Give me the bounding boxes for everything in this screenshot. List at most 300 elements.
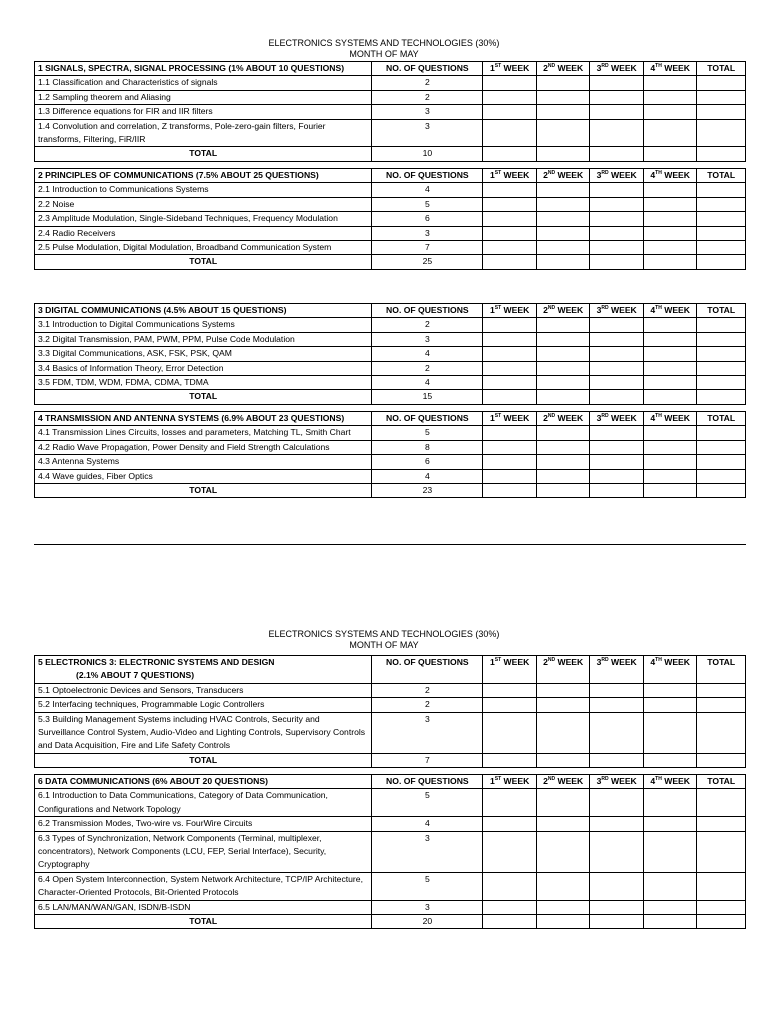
total-column-header: TOTAL	[697, 62, 746, 76]
topic-cell: 6.4 Open System Interconnection, System Network Architecture, TCP/IP Architecture, Character-Oriented Protocols, Bit-Oriented Protocols	[35, 872, 372, 900]
section-total-row	[35, 484, 746, 498]
week-number: 3	[596, 63, 602, 73]
question-count-cell: 2	[372, 683, 483, 697]
total-label-cell: TOTAL	[35, 390, 372, 404]
topic-cell: 1.1 Classification and Characteristics of signals	[35, 76, 372, 90]
week-ordinal-suffix: TH	[655, 413, 662, 420]
section-title	[35, 62, 372, 76]
total-column-header: TOTAL	[697, 775, 746, 789]
question-count-cell: 6	[372, 455, 483, 469]
week-number: 2	[543, 776, 548, 786]
week-label: WEEK	[608, 305, 637, 315]
week-2-cell	[536, 712, 590, 753]
question-count-cell: 5	[372, 426, 483, 440]
question-count-cell: 8	[372, 440, 483, 454]
week-4-column-header	[643, 169, 697, 183]
week-label: WEEK	[661, 776, 690, 786]
week-3-cell	[590, 318, 644, 332]
question-count-cell: 3	[372, 712, 483, 753]
week-1-column-header	[483, 656, 537, 684]
week-4-cell	[643, 426, 697, 440]
week-ordinal-suffix: ND	[547, 657, 556, 664]
row-total-cell	[697, 212, 746, 226]
week-number: 2	[543, 170, 548, 180]
section-title	[35, 775, 372, 789]
question-count-cell: 3	[372, 226, 483, 240]
topic-cell: 6.3 Types of Synchronization, Network Components (Terminal, multiplexer, concentrators), Network Components (LCU, FEP, Serial Interface), Security, Cryptography	[35, 831, 372, 872]
week-3-cell	[590, 226, 644, 240]
week-number: 1	[489, 776, 495, 786]
week-3-cell	[590, 440, 644, 454]
topic-row	[35, 455, 746, 469]
section-table-5	[34, 655, 746, 768]
week-label: WEEK	[608, 413, 637, 423]
section-header-row	[35, 62, 746, 76]
week-2-cell	[536, 332, 590, 346]
week-3-column-header	[590, 169, 644, 183]
week-2-cell	[536, 683, 590, 697]
question-count-cell: 3	[372, 119, 483, 147]
week-4-column-header	[643, 775, 697, 789]
week-2-total-cell	[536, 255, 590, 269]
week-number: 3	[596, 657, 602, 667]
week-3-cell	[590, 712, 644, 753]
week-number: 2	[543, 657, 548, 667]
week-1-total-cell	[483, 753, 537, 767]
week-4-cell	[643, 455, 697, 469]
week-3-cell	[590, 831, 644, 872]
question-count-cell: 7	[372, 241, 483, 255]
week-1-cell	[483, 241, 537, 255]
page-subtitle: MONTH OF MAY	[349, 640, 419, 650]
week-3-cell	[590, 698, 644, 712]
row-total-cell	[697, 469, 746, 483]
week-label: WEEK	[555, 63, 584, 73]
section-header-row	[35, 169, 746, 183]
week-1-cell	[483, 347, 537, 361]
total-questions-cell: 15	[372, 390, 483, 404]
week-label: WEEK	[555, 170, 584, 180]
week-2-cell	[536, 105, 590, 119]
week-2-total-cell	[536, 147, 590, 161]
week-3-cell	[590, 119, 644, 147]
section-total-row	[35, 915, 746, 929]
week-number: 3	[596, 305, 602, 315]
topic-row	[35, 226, 746, 240]
week-1-total-cell	[483, 484, 537, 498]
week-3-cell	[590, 900, 644, 914]
week-1-cell	[483, 789, 537, 817]
question-count-cell: 3	[372, 831, 483, 872]
topic-cell: 2.2 Noise	[35, 197, 372, 211]
week-4-total-cell	[643, 390, 697, 404]
week-1-total-cell	[483, 255, 537, 269]
section-title	[35, 304, 372, 318]
topic-cell: 5.2 Interfacing techniques, Programmable Logic Controllers	[35, 698, 372, 712]
week-4-cell	[643, 90, 697, 104]
week-4-cell	[643, 183, 697, 197]
week-3-cell	[590, 197, 644, 211]
topic-row	[35, 426, 746, 440]
row-total-cell	[697, 426, 746, 440]
section-title-text: 1 SIGNALS, SPECTRA, SIGNAL PROCESSING (1% ABOUT 10 QUESTIONS)	[38, 63, 345, 73]
week-label: WEEK	[555, 776, 584, 786]
week-label: WEEK	[501, 305, 530, 315]
section-header-row	[35, 412, 746, 426]
week-2-cell	[536, 318, 590, 332]
week-label: WEEK	[555, 413, 584, 423]
week-4-column-header	[643, 656, 697, 684]
week-3-cell	[590, 332, 644, 346]
row-total-cell	[697, 90, 746, 104]
week-label: WEEK	[555, 657, 584, 667]
week-ordinal-suffix: ST	[494, 170, 502, 177]
week-3-total-cell	[590, 753, 644, 767]
total-label-cell: TOTAL	[35, 915, 372, 929]
section-header-row	[35, 656, 746, 684]
row-total-cell	[697, 76, 746, 90]
week-label: WEEK	[608, 63, 637, 73]
week-1-cell	[483, 455, 537, 469]
topic-row	[35, 900, 746, 914]
week-1-cell	[483, 105, 537, 119]
week-4-cell	[643, 318, 697, 332]
page-subtitle: MONTH OF MAY	[349, 49, 419, 59]
question-count-cell: 3	[372, 900, 483, 914]
week-3-total-cell	[590, 484, 644, 498]
week-ordinal-suffix: ND	[547, 170, 556, 177]
topic-row	[35, 241, 746, 255]
topic-row	[35, 361, 746, 375]
topic-cell: 1.3 Difference equations for FIR and IIR filters	[35, 105, 372, 119]
week-4-cell	[643, 789, 697, 817]
week-3-total-cell	[590, 255, 644, 269]
week-label: WEEK	[661, 170, 690, 180]
topic-row	[35, 212, 746, 226]
row-total-cell	[697, 712, 746, 753]
week-ordinal-suffix: ST	[494, 63, 502, 70]
week-2-cell	[536, 831, 590, 872]
week-4-column-header	[643, 412, 697, 426]
total-label-cell: TOTAL	[35, 255, 372, 269]
page-header-1	[0, 38, 768, 60]
week-4-cell	[643, 817, 697, 831]
week-3-cell	[590, 241, 644, 255]
week-2-column-header	[536, 656, 590, 684]
week-4-cell	[643, 347, 697, 361]
question-count-cell: 6	[372, 212, 483, 226]
week-3-cell	[590, 455, 644, 469]
total-questions-cell: 20	[372, 915, 483, 929]
week-number: 1	[489, 657, 495, 667]
week-3-cell	[590, 683, 644, 697]
week-number: 1	[489, 413, 495, 423]
week-4-column-header	[643, 62, 697, 76]
week-2-cell	[536, 347, 590, 361]
topic-cell: 5.1 Optoelectronic Devices and Sensors, Transducers	[35, 683, 372, 697]
total-questions-cell: 23	[372, 484, 483, 498]
week-4-total-cell	[643, 484, 697, 498]
week-4-cell	[643, 900, 697, 914]
topic-cell: 4.4 Wave guides, Fiber Optics	[35, 469, 372, 483]
topic-cell: 2.3 Amplitude Modulation, Single-Sideband Techniques, Frequency Modulation	[35, 212, 372, 226]
week-4-cell	[643, 698, 697, 712]
week-label: WEEK	[501, 63, 530, 73]
week-number: 4	[650, 305, 656, 315]
total-questions-cell: 10	[372, 147, 483, 161]
week-ordinal-suffix: ST	[494, 657, 502, 664]
week-number: 2	[543, 63, 548, 73]
page-title: ELECTRONICS SYSTEMS AND TECHNOLOGIES (30%)	[268, 38, 500, 48]
topic-cell: 2.1 Introduction to Communications Systems	[35, 183, 372, 197]
week-1-cell	[483, 440, 537, 454]
row-total-cell	[697, 683, 746, 697]
section-total-row	[35, 255, 746, 269]
week-2-cell	[536, 376, 590, 390]
week-ordinal-suffix: RD	[601, 170, 609, 177]
week-ordinal-suffix: ST	[494, 413, 502, 420]
week-3-column-header	[590, 656, 644, 684]
week-1-cell	[483, 119, 537, 147]
grand-total-cell	[697, 147, 746, 161]
week-1-cell	[483, 817, 537, 831]
topic-row	[35, 789, 746, 817]
week-3-cell	[590, 76, 644, 90]
topic-row	[35, 105, 746, 119]
week-2-cell	[536, 241, 590, 255]
week-1-cell	[483, 361, 537, 375]
week-label: WEEK	[661, 305, 690, 315]
topic-row	[35, 119, 746, 147]
question-count-cell: 3	[372, 332, 483, 346]
week-number: 1	[489, 63, 495, 73]
topic-row	[35, 872, 746, 900]
topic-cell: 4.3 Antenna Systems	[35, 455, 372, 469]
topic-row	[35, 90, 746, 104]
week-3-column-header	[590, 775, 644, 789]
week-label: WEEK	[501, 657, 530, 667]
row-total-cell	[697, 197, 746, 211]
week-1-cell	[483, 872, 537, 900]
week-2-cell	[536, 212, 590, 226]
topic-row	[35, 683, 746, 697]
week-1-cell	[483, 426, 537, 440]
question-count-cell: 4	[372, 347, 483, 361]
week-1-cell	[483, 900, 537, 914]
question-count-cell: 2	[372, 318, 483, 332]
total-questions-cell: 7	[372, 753, 483, 767]
week-label: WEEK	[661, 63, 690, 73]
week-number: 3	[596, 776, 602, 786]
week-1-cell	[483, 183, 537, 197]
week-2-cell	[536, 90, 590, 104]
week-ordinal-suffix: ST	[494, 776, 502, 783]
week-ordinal-suffix: TH	[655, 170, 662, 177]
week-number: 2	[543, 413, 548, 423]
section-title-text: 5 ELECTRONICS 3: ELECTRONIC SYSTEMS AND DESIGN	[38, 657, 275, 667]
topic-row	[35, 347, 746, 361]
total-label-cell: TOTAL	[35, 753, 372, 767]
questions-column-header: NO. OF QUESTIONS	[372, 775, 483, 789]
row-total-cell	[697, 332, 746, 346]
section-table-4	[34, 411, 746, 498]
week-4-cell	[643, 683, 697, 697]
question-count-cell: 3	[372, 105, 483, 119]
week-4-cell	[643, 361, 697, 375]
week-2-column-header	[536, 412, 590, 426]
week-2-cell	[536, 361, 590, 375]
week-ordinal-suffix: RD	[601, 776, 609, 783]
week-3-column-header	[590, 62, 644, 76]
row-total-cell	[697, 105, 746, 119]
week-label: WEEK	[555, 305, 584, 315]
week-2-cell	[536, 197, 590, 211]
week-2-cell	[536, 426, 590, 440]
week-2-cell	[536, 698, 590, 712]
topic-row	[35, 817, 746, 831]
topic-cell: 3.5 FDM, TDM, WDM, FDMA, CDMA, TDMA	[35, 376, 372, 390]
week-3-total-cell	[590, 915, 644, 929]
week-number: 3	[596, 413, 602, 423]
week-1-cell	[483, 197, 537, 211]
topic-row	[35, 469, 746, 483]
question-count-cell: 4	[372, 817, 483, 831]
questions-column-header: NO. OF QUESTIONS	[372, 412, 483, 426]
week-ordinal-suffix: TH	[655, 305, 662, 312]
week-1-cell	[483, 831, 537, 872]
week-2-column-header	[536, 169, 590, 183]
question-count-cell: 5	[372, 789, 483, 817]
section-total-row	[35, 753, 746, 767]
week-2-cell	[536, 455, 590, 469]
row-total-cell	[697, 872, 746, 900]
section-title-text: 4 TRANSMISSION AND ANTENNA SYSTEMS (6.9% ABOUT 23 QUESTIONS)	[38, 413, 345, 423]
week-2-cell	[536, 440, 590, 454]
topic-cell: 6.1 Introduction to Data Communications, Category of Data Communication, Configurations and Network Topology	[35, 789, 372, 817]
row-total-cell	[697, 455, 746, 469]
total-questions-cell: 25	[372, 255, 483, 269]
row-total-cell	[697, 900, 746, 914]
week-1-total-cell	[483, 147, 537, 161]
week-number: 4	[650, 63, 656, 73]
row-total-cell	[697, 817, 746, 831]
row-total-cell	[697, 241, 746, 255]
total-column-header: TOTAL	[697, 656, 746, 684]
week-1-cell	[483, 90, 537, 104]
grand-total-cell	[697, 753, 746, 767]
section-total-row	[35, 390, 746, 404]
week-4-total-cell	[643, 915, 697, 929]
week-2-total-cell	[536, 915, 590, 929]
week-4-total-cell	[643, 753, 697, 767]
week-3-cell	[590, 105, 644, 119]
topic-cell: 4.1 Transmission Lines Circuits, losses and parameters, Matching TL, Smith Chart	[35, 426, 372, 440]
question-count-cell: 5	[372, 197, 483, 211]
week-3-total-cell	[590, 390, 644, 404]
row-total-cell	[697, 831, 746, 872]
week-label: WEEK	[501, 170, 530, 180]
week-4-cell	[643, 469, 697, 483]
week-3-cell	[590, 789, 644, 817]
week-4-total-cell	[643, 255, 697, 269]
topic-row	[35, 698, 746, 712]
week-number: 1	[489, 170, 495, 180]
week-ordinal-suffix: RD	[601, 657, 609, 664]
week-1-cell	[483, 226, 537, 240]
topic-row	[35, 197, 746, 211]
total-label-cell: TOTAL	[35, 147, 372, 161]
row-total-cell	[697, 226, 746, 240]
week-3-cell	[590, 469, 644, 483]
week-ordinal-suffix: ND	[547, 305, 556, 312]
section-table-2	[34, 168, 746, 270]
week-4-cell	[643, 376, 697, 390]
topic-cell: 3.1 Introduction to Digital Communications Systems	[35, 318, 372, 332]
section-title-text: 6 DATA COMMUNICATIONS (6% ABOUT 20 QUESTIONS)	[38, 776, 268, 786]
week-4-cell	[643, 105, 697, 119]
topic-cell: 2.5 Pulse Modulation, Digital Modulation, Broadband Communication System	[35, 241, 372, 255]
week-2-cell	[536, 183, 590, 197]
topic-cell: 5.3 Building Management Systems including HVAC Controls, Security and Surveillance Control System, Audio-Video and Lighting Controls, Supervisory Controls and Data Acquisition, Fire and Life Safety Controls	[35, 712, 372, 753]
week-ordinal-suffix: TH	[655, 657, 662, 664]
total-column-header: TOTAL	[697, 304, 746, 318]
week-4-cell	[643, 212, 697, 226]
week-1-cell	[483, 469, 537, 483]
grand-total-cell	[697, 484, 746, 498]
week-2-cell	[536, 817, 590, 831]
total-column-header: TOTAL	[697, 169, 746, 183]
section-header-row	[35, 775, 746, 789]
topic-row	[35, 712, 746, 753]
topic-cell: 6.5 LAN/MAN/WAN/GAN, ISDN/B-ISDN	[35, 900, 372, 914]
week-3-cell	[590, 90, 644, 104]
row-total-cell	[697, 119, 746, 147]
question-count-cell: 2	[372, 361, 483, 375]
week-4-cell	[643, 332, 697, 346]
section-total-row	[35, 147, 746, 161]
week-number: 4	[650, 657, 656, 667]
week-ordinal-suffix: ND	[547, 776, 556, 783]
week-1-cell	[483, 212, 537, 226]
question-count-cell: 4	[372, 183, 483, 197]
section-table-3	[34, 303, 746, 405]
week-4-total-cell	[643, 147, 697, 161]
row-total-cell	[697, 183, 746, 197]
row-total-cell	[697, 376, 746, 390]
week-ordinal-suffix: RD	[601, 63, 609, 70]
week-1-cell	[483, 318, 537, 332]
row-total-cell	[697, 440, 746, 454]
week-1-column-header	[483, 169, 537, 183]
week-2-cell	[536, 872, 590, 900]
week-number: 1	[489, 305, 495, 315]
week-3-cell	[590, 817, 644, 831]
week-3-cell	[590, 347, 644, 361]
page-divider	[34, 544, 746, 545]
week-1-cell	[483, 332, 537, 346]
topic-cell: 6.2 Transmission Modes, Two-wire vs. FourWire Circuits	[35, 817, 372, 831]
week-2-cell	[536, 119, 590, 147]
row-total-cell	[697, 318, 746, 332]
section-title	[35, 656, 372, 684]
total-column-header: TOTAL	[697, 412, 746, 426]
week-4-cell	[643, 76, 697, 90]
week-2-cell	[536, 900, 590, 914]
section-header-row	[35, 304, 746, 318]
week-4-cell	[643, 872, 697, 900]
week-1-column-header	[483, 412, 537, 426]
section-title-line2: (2.1% ABOUT 7 QUESTIONS)	[76, 670, 195, 681]
